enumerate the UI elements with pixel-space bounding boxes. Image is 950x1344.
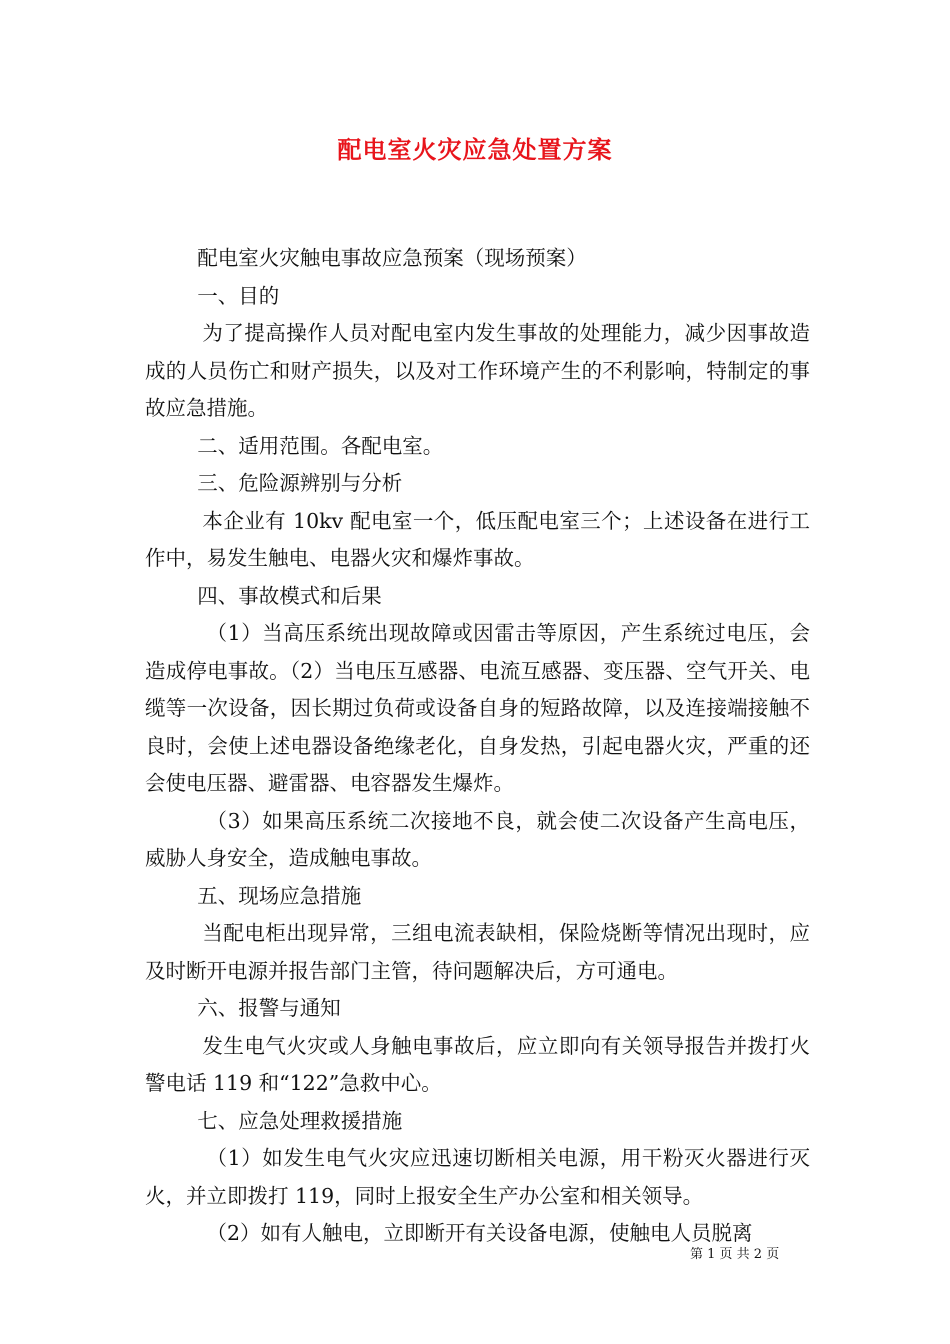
section-consequence-text-1: （1）当高压系统出现故障或因雷击等原因，产生系统过电压，会造成停电事故。（2）当电压互感器、电流互感器、变压器、空气开关、电缆等一次设备，因长期过负荷或设备自身的短路故障，以及连接端接触不良时，会使上述电器设备绝缘老化，自身发热，引起电器火灾，严重的还会使电压器、避雷器、电容器发生爆炸。 bbox=[145, 621, 810, 795]
section-onsite-text: 当配电柜出现异常，三组电流表缺相，保险烧断等情况出现时，应及时断开电源并报告部门主管，待问题解决后，方可通电。 bbox=[145, 921, 810, 983]
section-hazard-text: 本企业有 10kv 配电室一个，低压配电室三个；上述设备在进行工作中，易发生触电、电器火灾和爆炸事故。 bbox=[145, 508, 810, 570]
document-title: 配电室火灾应急处置方案 bbox=[337, 135, 613, 164]
section-onsite-heading: 五、现场应急措施 bbox=[197, 883, 362, 908]
section-consequence-text-2: （3）如果高压系统二次接地不良，就会使二次设备产生高电压，威胁人身安全，造成触电事故。 bbox=[145, 808, 810, 870]
section-rescue-text-2: （2）如有人触电，立即断开有关设备电源，使触电人员脱离 bbox=[206, 1221, 753, 1245]
section-rescue-heading: 七、应急处理救援措施 bbox=[197, 1108, 403, 1133]
section-hazard-heading: 三、危险源辨别与分析 bbox=[197, 471, 403, 495]
section-purpose-text: 为了提高操作人员对配电室内发生事故的处理能力，减少因事故造成的人员伤亡和财产损失，以及对工作环境产生的不利影响，特制定的事故应急措施。 bbox=[145, 321, 810, 420]
section-rescue-text-1: （1）如发生电气火灾应迅速切断相关电源，用干粉灭火器进行灭火，并立即拨打 119，同时上报安全生产办公室和相关领导。 bbox=[145, 1146, 810, 1208]
paragraph-heading: 配电室火灾触电事故应急预案（现场预案） bbox=[197, 246, 587, 270]
section-purpose-heading: 一、目的 bbox=[197, 283, 280, 308]
section-alarm-heading: 六、报警与通知 bbox=[197, 996, 341, 1020]
section-scope-heading: 二、适用范围。各配电室。 bbox=[197, 433, 444, 458]
section-alarm-text: 发生电气火灾或人身触电事故后，应立即向有关领导报告并拨打火警电话 119 和“122”急救中心。 bbox=[145, 1033, 810, 1095]
page-number: 第 1 页 共 2 页 bbox=[690, 1247, 780, 1262]
section-consequence-heading: 四、事故模式和后果 bbox=[197, 583, 382, 608]
document-body bbox=[145, 240, 810, 1253]
